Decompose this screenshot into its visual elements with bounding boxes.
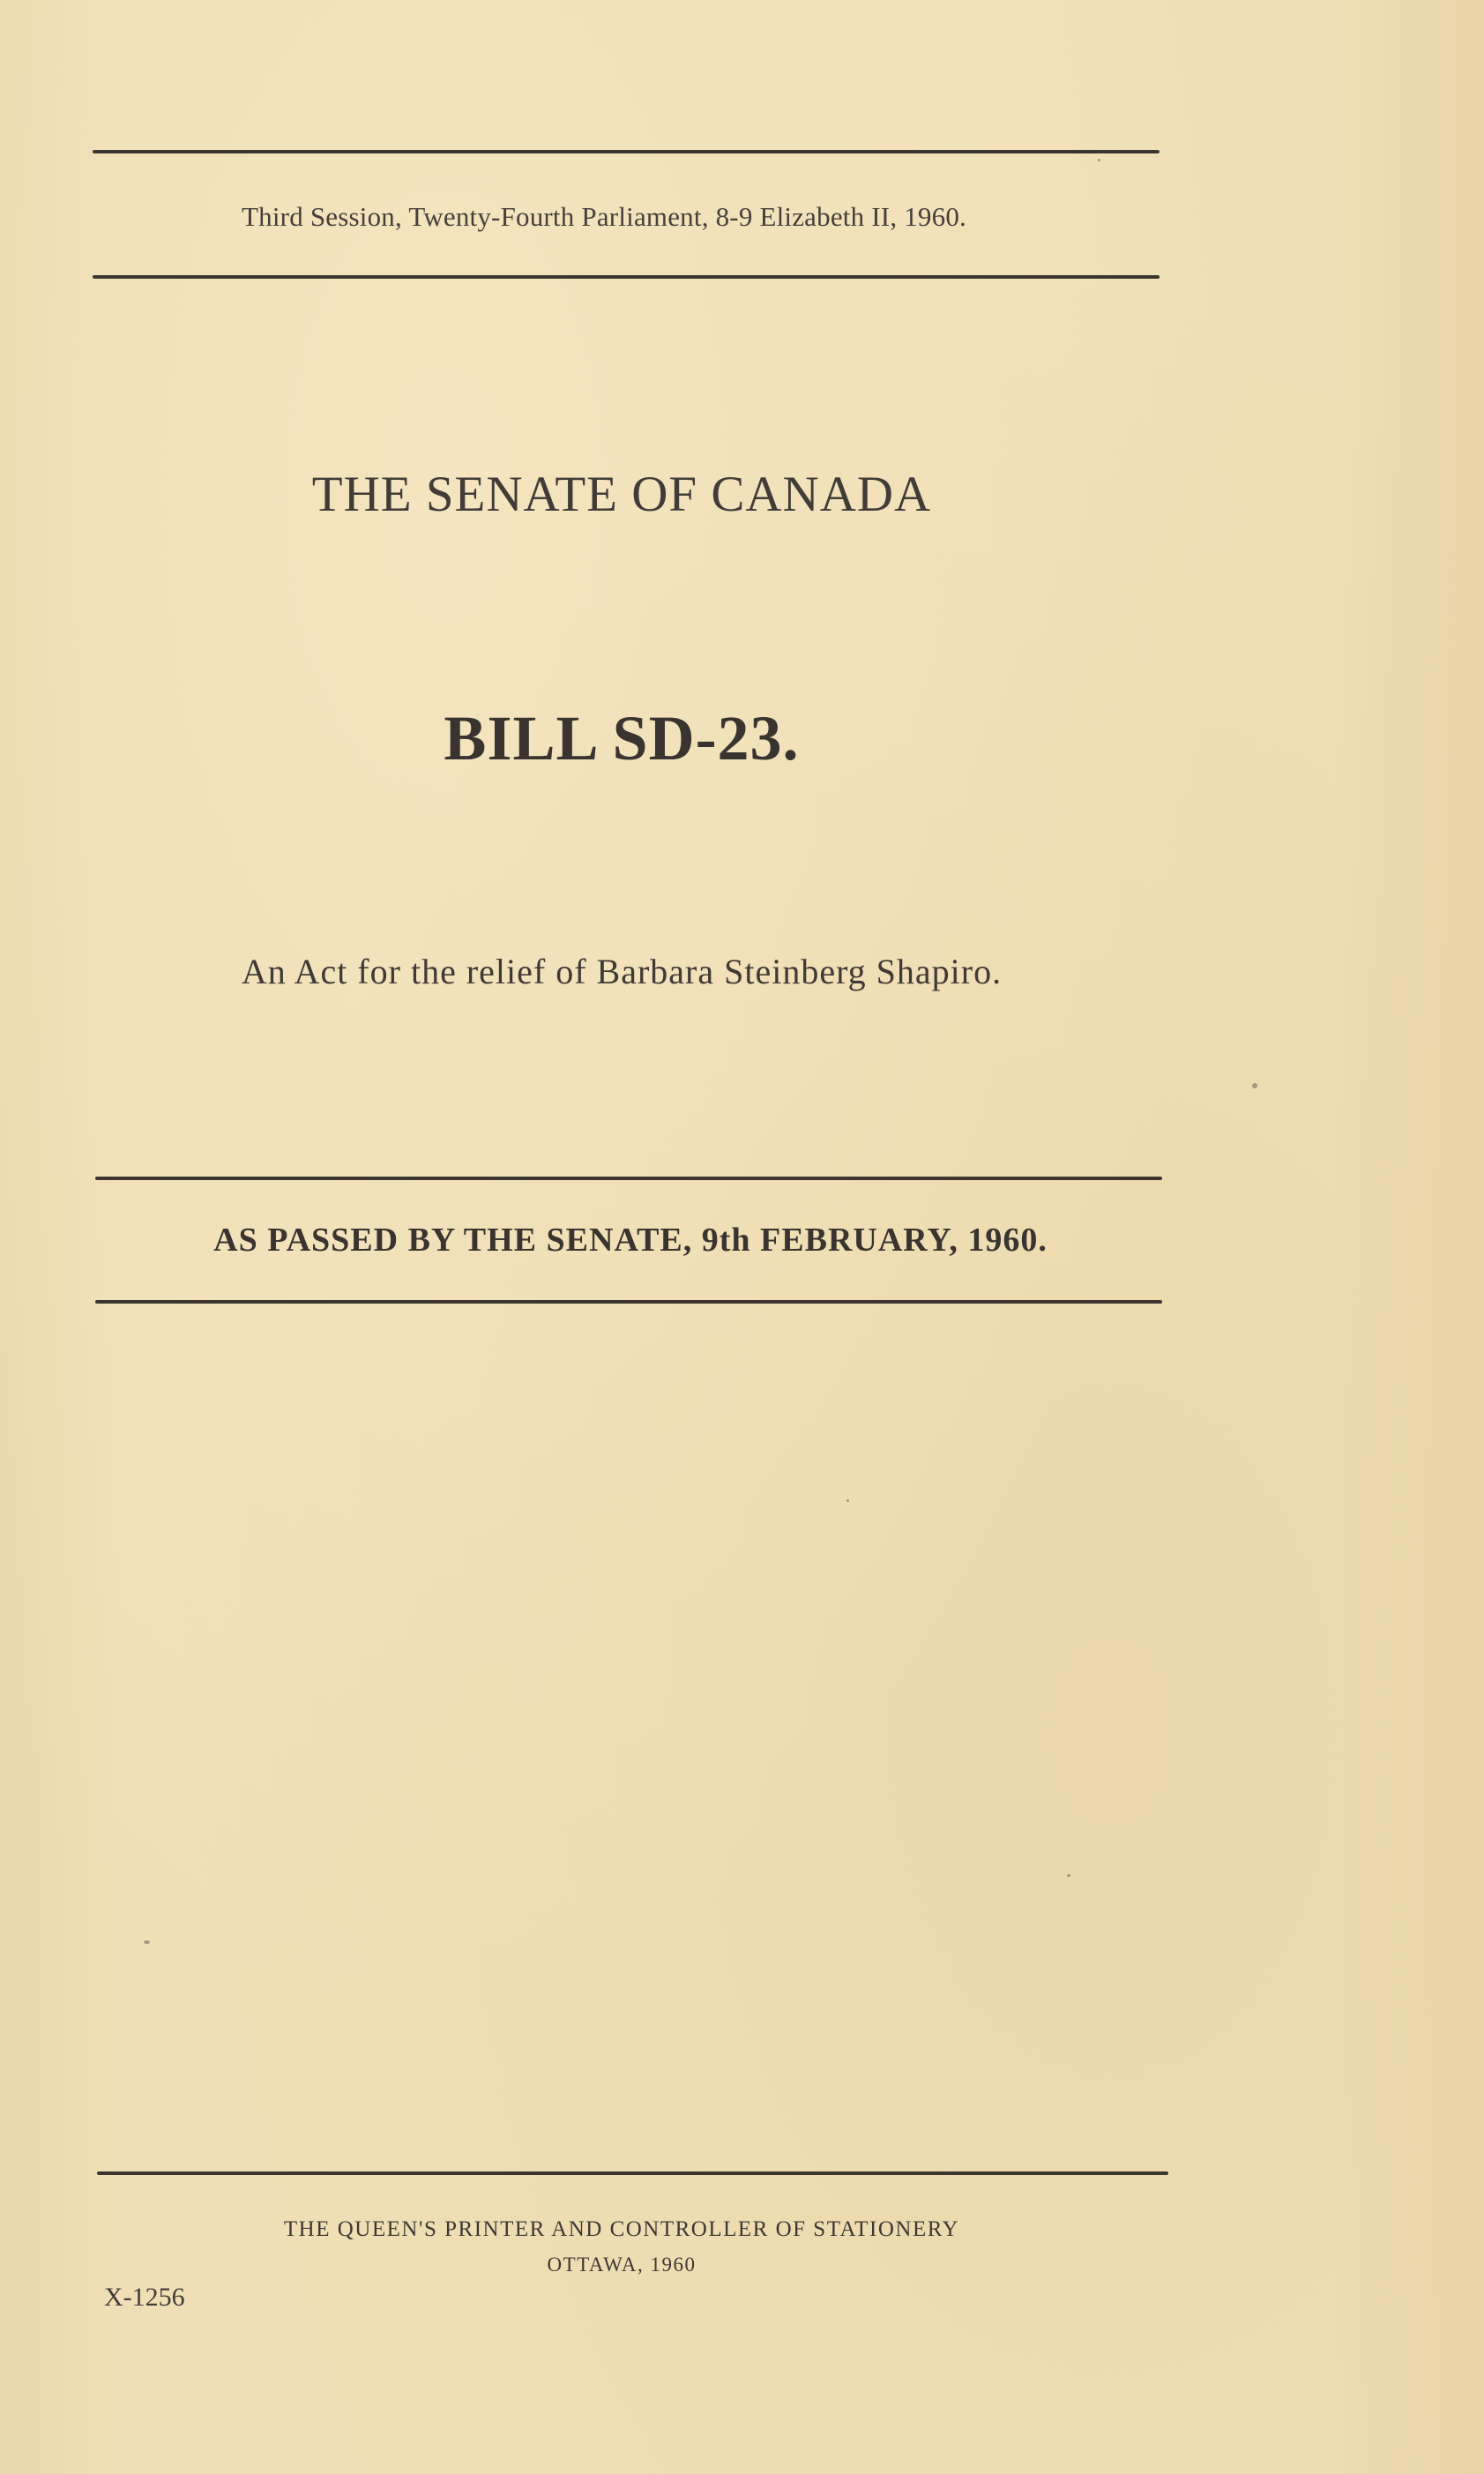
paper-speck — [1067, 1874, 1070, 1877]
footer-rule — [97, 2171, 1168, 2175]
chamber-title: THE SENATE OF CANADA — [311, 467, 932, 522]
paper-speck — [1098, 159, 1100, 161]
session-line: Third Session, Twenty-Fourth Parliament, 8-9 Elizabeth II, 1960. — [242, 201, 966, 232]
document-code: X-1256 — [104, 2283, 185, 2312]
act-description: An Act for the relief of Barbara Steinberg Shapiro. — [241, 952, 1003, 991]
top-rule-lower — [93, 275, 1160, 279]
bill-number: BILL SD-23. — [444, 703, 800, 774]
top-rule-upper — [93, 150, 1160, 153]
passage-status: AS PASSED BY THE SENATE, 9th FEBRUARY, 1960. — [213, 1222, 1048, 1259]
printer-line: THE QUEEN'S PRINTER AND CONTROLLER OF STATIONERY — [283, 2217, 960, 2241]
paper-speck — [1252, 1083, 1257, 1088]
place-year-line: OTTAWA, 1960 — [547, 2254, 697, 2276]
paper-speck — [144, 1940, 150, 1944]
paper-speck — [846, 1499, 849, 1502]
passed-rule-lower — [95, 1300, 1162, 1304]
passed-rule-upper — [95, 1177, 1162, 1180]
